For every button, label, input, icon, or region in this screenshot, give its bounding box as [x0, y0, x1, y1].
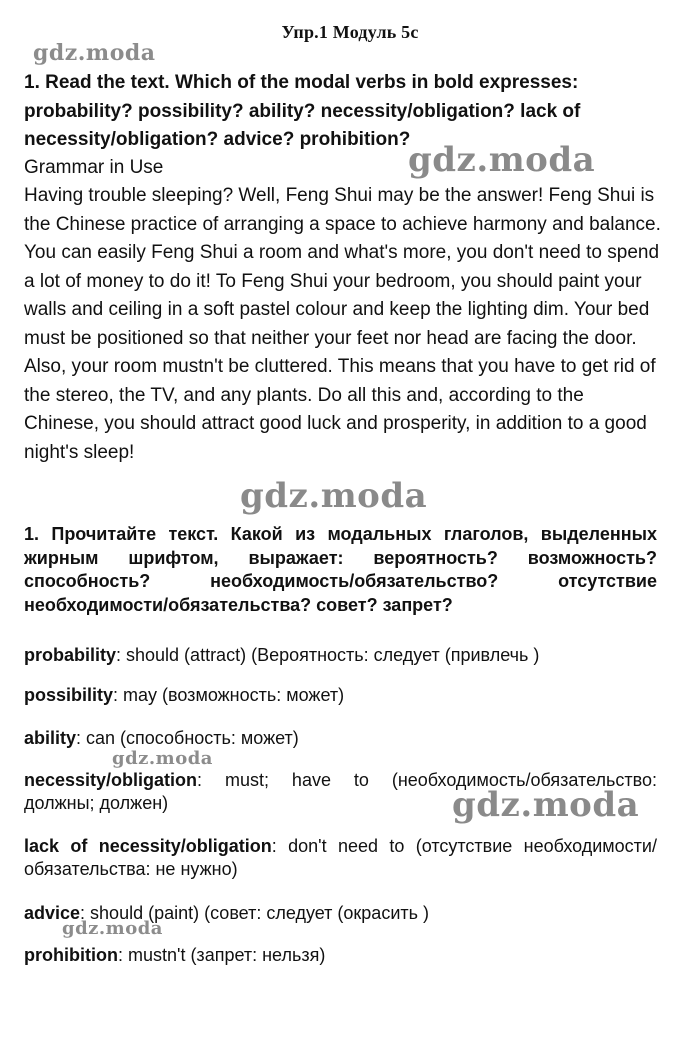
watermark-logo: gdz.moda	[240, 476, 428, 516]
answer-text: : mustn't (запрет: нельзя)	[117, 945, 326, 965]
watermark-logo: gdz.moda	[112, 748, 213, 769]
grammar-in-use-label: Grammar in Use	[24, 157, 164, 178]
answer-text: : must; have to (необходимость/обязательство: должны; должен)	[24, 770, 657, 813]
answer-text: : should (paint) (совет: следует (окрасить )	[80, 903, 429, 923]
answer-item-probability	[24, 644, 657, 667]
answer-text: : may (возможность: может)	[113, 685, 345, 705]
answer-item-possibility	[24, 684, 657, 707]
answer-text: : can (способность: может)	[76, 728, 299, 748]
reading-passage: Having trouble sleeping? Well, Feng Shui may be the answer! Feng Shui is the Chinese practice of arranging a space to achieve harmony and balance. You can easily Feng Shui a room and what's more, you don't need to spend a lot of money to do it! To Feng Shui your bedroom, you should paint your walls and ceiling in a soft pastel colour and keep the lighting dim. Your bed must be positioned so that neither your feet nor head are facing the door. Also, your room mustn't be cluttered. This means that you have to get rid of the stereo, the TV, and any plants. Do all this and, according to the Chinese, you should attract good luck and prosperity, in addition to a good night's sleep!	[24, 185, 661, 463]
watermark-logo: gdz.moda	[408, 140, 596, 180]
page-title: Упр.1 Модуль 5с	[281, 22, 419, 42]
answer-term: necessity/obligation	[24, 770, 198, 790]
answer-item-prohibition	[24, 944, 657, 967]
watermark-logo: gdz.moda	[62, 918, 163, 939]
answer-text: : should (attract) (Вероятность: следует (привлечь )	[116, 645, 540, 665]
answer-term: prohibition	[24, 945, 118, 965]
answer-item-ability	[24, 727, 657, 750]
answer-text: : don't need to (отсутствие необходимости/обязательства: не нужно)	[24, 836, 657, 879]
answer-term: possibility	[24, 685, 114, 705]
task-heading-english: 1. Read the text. Which of the modal verbs in bold expresses: probability? possibility? ability? necessity/obligation? lack of necessity/obligation? advice? prohibition?	[24, 72, 581, 150]
answer-term: advice	[24, 903, 81, 923]
watermark-logo: gdz.moda	[33, 40, 156, 66]
answer-term: probability	[24, 645, 117, 665]
answer-item-lack-of-necessity	[24, 835, 657, 881]
answer-term: lack of necessity/obligation	[24, 836, 272, 856]
task-heading-russian: 1. Прочитайте текст. Какой из модальных глаголов, выделенных жирным шрифтом, выражает: вероятность? возможность? способность? необходимость/обязательство? отсутствие необходимости/обязательства? совет? запрет?	[24, 524, 657, 615]
answer-term: ability	[24, 728, 77, 748]
watermark-logo: gdz.moda	[452, 785, 640, 825]
